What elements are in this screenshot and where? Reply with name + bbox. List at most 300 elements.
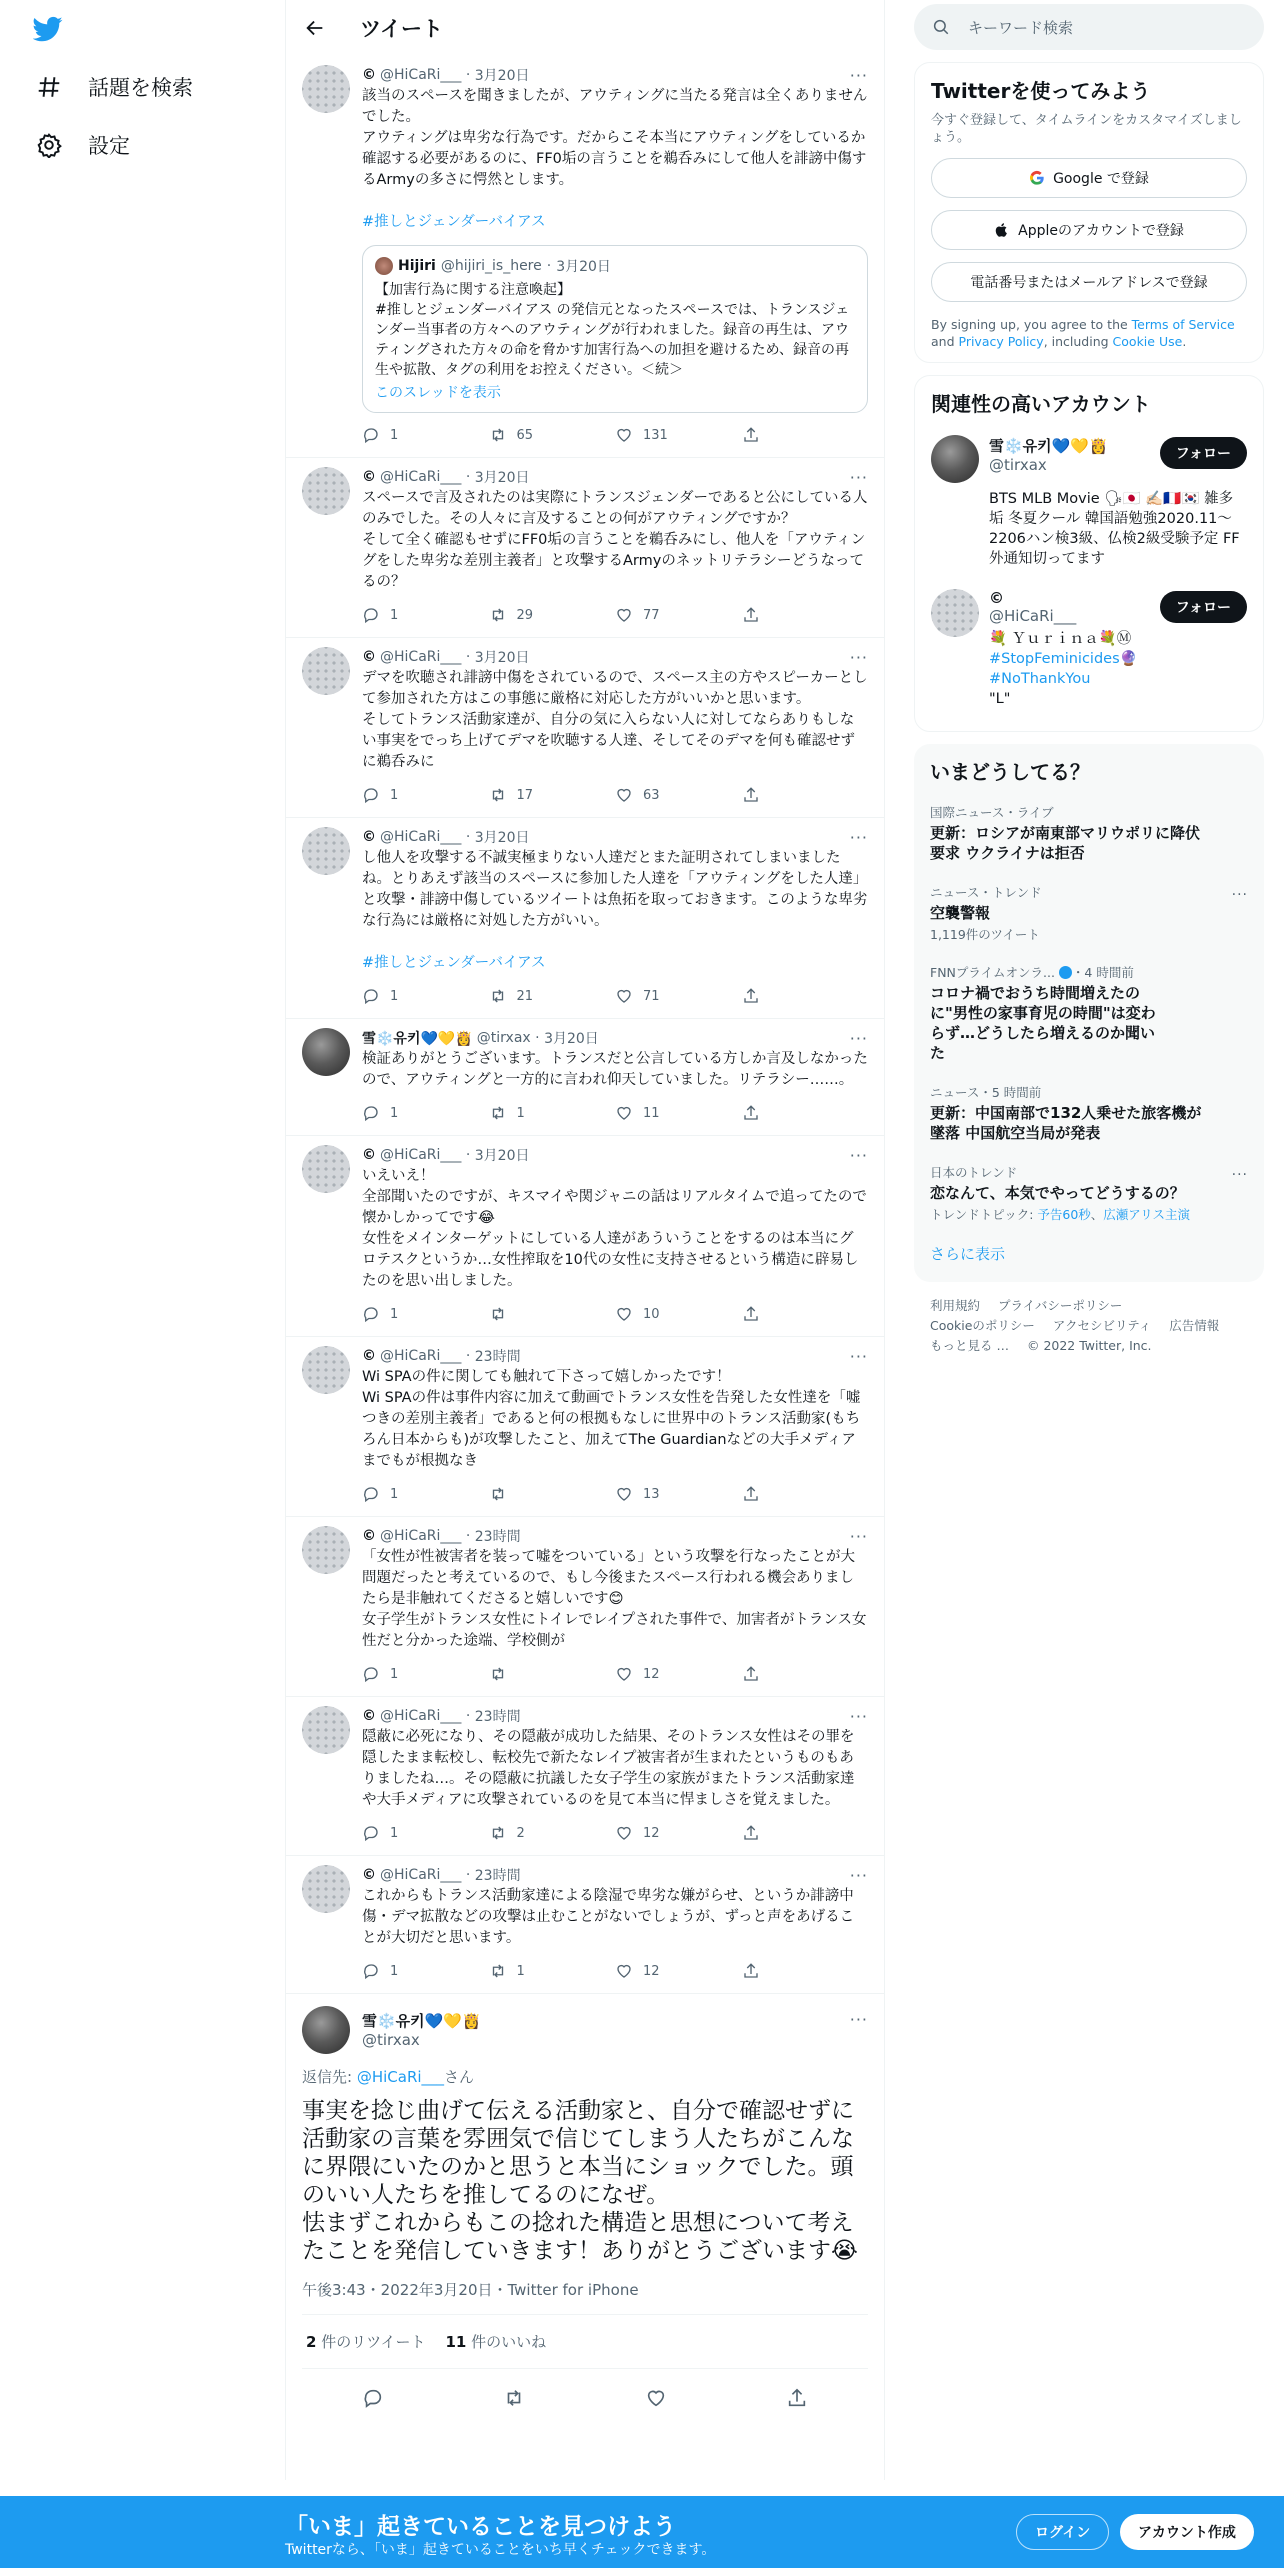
- thread-tweet[interactable]: [286, 1517, 884, 1697]
- thread-tweet[interactable]: [286, 56, 884, 458]
- more-options-icon[interactable]: ···: [849, 1146, 868, 1165]
- trend-category: FNNプライムオンラ... ・4 時間前: [930, 965, 1134, 980]
- tweet-text: 隠蔽に必死になり、その隠蔽が成功した結果、そのトランス女性はその罪を隠したまま転校し、転校先で新たなレイプ被害者が生まれたというものもありましたね…。その隠蔽に抗議した女子学生の家族がまたトランス活動家達や大手メディアに攻撃されているのを見て本当に悍ましさを覚えました。: [362, 1729, 855, 1808]
- left-navigation: [0, 0, 285, 2568]
- show-thread-link[interactable]: このスレッドを表示: [375, 385, 501, 401]
- signup-title: Twitterを使ってみよう: [931, 79, 1151, 103]
- share-button[interactable]: [742, 606, 869, 624]
- reply-button[interactable]: [362, 1305, 489, 1323]
- tweet-text: 事実を捻じ曲げて伝える活動家と、自分で確認せずに活動家の言葉を雰囲気で信じてしまう人たちがこんなに界隈にいたのかと思うと本当にショックでした。頭のいい人たちを推してるのになぜ。 怯まずこれからもこの捻れた構造と思想について考えたことを発信していきます！ありがとうございます😭: [302, 2098, 858, 2264]
- verified-badge-icon: [1059, 966, 1072, 979]
- avatar[interactable]: [302, 1145, 350, 1193]
- like-icon: [615, 1962, 633, 1980]
- avatar[interactable]: [302, 1526, 350, 1574]
- retweet-icon: [489, 1665, 507, 1683]
- footer-links: [914, 1296, 1264, 1356]
- like-icon: [615, 1665, 633, 1683]
- like-count: 13: [643, 1486, 660, 1502]
- share-icon: [742, 606, 760, 624]
- more-options-icon[interactable]: ···: [849, 1527, 868, 1546]
- retweet-button[interactable]: [489, 987, 616, 1005]
- tweet-time[interactable]: 3月20日: [544, 1031, 599, 1047]
- tweet-header: [362, 1865, 868, 1885]
- tweet-time[interactable]: 23時間: [474, 1709, 521, 1725]
- tweet-time[interactable]: 3月20日: [474, 470, 530, 486]
- cookie-use-link[interactable]: Cookie Use: [1112, 334, 1183, 349]
- retweet-icon: [489, 606, 507, 624]
- reply-button[interactable]: [362, 1104, 489, 1122]
- reply-icon: [362, 1104, 380, 1122]
- like-icon: [615, 987, 633, 1005]
- retweet-button[interactable]: [489, 1305, 616, 1323]
- reply-button[interactable]: [362, 1665, 489, 1683]
- reply-icon: [362, 1962, 380, 1980]
- account-bio-row: [931, 485, 1247, 579]
- login-button[interactable]: ログイン: [1016, 2514, 1109, 2550]
- author-handle[interactable]: @HiCaRi___: [380, 1528, 462, 1544]
- like-count[interactable]: 11 件のいいね: [445, 2333, 547, 2351]
- login-banner: [0, 2496, 1284, 2568]
- separator-dot: ·: [461, 649, 475, 665]
- like-button[interactable]: [615, 426, 742, 444]
- footer-link[interactable]: もっと見る …: [930, 1338, 1009, 1353]
- reply-button[interactable]: [362, 1962, 489, 1980]
- like-icon: [615, 606, 633, 624]
- more-options-icon[interactable]: ···: [849, 468, 868, 487]
- avatar[interactable]: [302, 827, 350, 875]
- apple-signup-label: Appleのアカウントで登録: [1018, 223, 1184, 239]
- reply-count: 1: [390, 1666, 399, 1682]
- like-count: 12: [643, 1666, 660, 1682]
- reply-button[interactable]: [362, 786, 489, 804]
- separator-dot: ·: [461, 1867, 475, 1883]
- author-handle[interactable]: @HiCaRi___: [380, 1867, 462, 1883]
- footer-link[interactable]: 利用規約: [930, 1298, 981, 1313]
- signup-terms: [931, 316, 1247, 350]
- footer-link[interactable]: Cookieのポリシー: [930, 1318, 1035, 1333]
- reply-count: 1: [390, 988, 399, 1004]
- nav-settings-label: 設定: [88, 134, 130, 158]
- author-name[interactable]: ©: [362, 1708, 376, 1724]
- google-signup-button[interactable]: [931, 158, 1247, 198]
- google-signup-label: Google で登録: [1053, 171, 1149, 187]
- author-handle[interactable]: @HiCaRi___: [380, 1348, 462, 1364]
- author-name[interactable]: ©: [362, 1867, 376, 1883]
- reply-button[interactable]: [362, 987, 489, 1005]
- related-account[interactable]: [931, 425, 1247, 493]
- banner-headline: 「いま」起きていることを見つけよう: [285, 2514, 676, 2540]
- like-count: 131: [643, 427, 668, 443]
- show-more-link[interactable]: さらに表示: [930, 1245, 1006, 1263]
- reply-icon: [362, 1665, 380, 1683]
- hashtag-link[interactable]: #StopFeminicides: [989, 651, 1120, 667]
- author-name[interactable]: 雪❄️유키💙💛👸: [362, 1031, 473, 1047]
- like-button[interactable]: [615, 606, 742, 624]
- more-options-icon[interactable]: ···: [1231, 1167, 1248, 1183]
- account-handle: @HiCaRi___: [989, 607, 1077, 625]
- author-handle[interactable]: @HiCaRi___: [380, 469, 462, 485]
- author-handle[interactable]: @HiCaRi___: [380, 1708, 462, 1724]
- author-name[interactable]: ©: [362, 1528, 376, 1544]
- banner-subtext: Twitterなら、「いま」起きていることをいち早くチェックできます。: [285, 2542, 716, 2558]
- retweet-count: 29: [516, 607, 534, 623]
- author-name[interactable]: ©: [362, 649, 376, 665]
- tweet-header: [362, 65, 868, 85]
- hashtag-link[interactable]: #NoThankYou: [989, 671, 1091, 687]
- more-options-icon[interactable]: ···: [849, 2010, 868, 2029]
- quote-text: 【加害行為に関する注意喚起】 #推しとジェンダーバイアス の発信元となったスペースでは、トランスジェンダー当事者の方々へのアウティングが行われました。録音の再生は、アウティングされた方々の命を脅かす加害行為への加担を避けるため、録音の再生や拡散、タグの利用をお控えください。＜続＞: [375, 282, 850, 378]
- like-count: 11: [643, 1105, 660, 1121]
- separator-dot: ·: [461, 1708, 475, 1724]
- reply-icon: [362, 1824, 380, 1842]
- tweet-time[interactable]: 3月20日: [474, 68, 530, 84]
- trend-item[interactable]: [930, 1153, 1248, 1233]
- account-name: ©: [989, 589, 1004, 607]
- tweet-header: [362, 647, 868, 667]
- author-handle[interactable]: @HiCaRi___: [380, 1147, 462, 1163]
- trend-text: 更新：ロシアが南東部マリウポリに降伏要求 ウクライナは拒否: [930, 824, 1201, 862]
- separator-dot: ·: [461, 1147, 475, 1163]
- tweet-time[interactable]: 3月20日: [474, 650, 530, 666]
- share-icon: [742, 1305, 760, 1323]
- like-icon: [615, 1485, 633, 1503]
- retweet-count: 1: [516, 1105, 525, 1121]
- separator-dot: ·: [546, 258, 552, 274]
- retweet-button[interactable]: [489, 1104, 616, 1122]
- like-button[interactable]: [615, 1824, 742, 1842]
- reply-to-link[interactable]: @HiCaRi___: [356, 2068, 445, 2086]
- hashtag-link[interactable]: #推しとジェンダーバイアス: [362, 955, 546, 971]
- trend-category: 日本のトレンド: [930, 1165, 1018, 1180]
- like-button[interactable]: [615, 1485, 742, 1503]
- nav-explore[interactable]: [36, 67, 193, 107]
- author-name: 雪❄️유키💙💛👸: [362, 2012, 481, 2030]
- tweet-time[interactable]: 23時間: [474, 1349, 521, 1365]
- trend-item[interactable]: [930, 873, 1248, 953]
- retweet-button[interactable]: [489, 1485, 616, 1503]
- thread-tweet[interactable]: [286, 458, 884, 638]
- reply-button[interactable]: [362, 606, 489, 624]
- reply-icon[interactable]: [362, 2387, 384, 2409]
- more-options-icon[interactable]: ···: [849, 1707, 868, 1726]
- reply-button[interactable]: [362, 1824, 489, 1842]
- retweet-count: 17: [516, 787, 534, 803]
- like-button[interactable]: [615, 1104, 742, 1122]
- privacy-policy-link[interactable]: Privacy Policy: [958, 334, 1044, 349]
- retweet-count[interactable]: 2 件のリツイート: [306, 2333, 426, 2351]
- trend-category: 国際ニュース・ライブ: [930, 805, 1054, 820]
- terms-of-service-link[interactable]: Terms of Service: [1131, 317, 1235, 332]
- retweet-button[interactable]: [489, 426, 616, 444]
- nav-explore-label: 話題を検索: [88, 76, 193, 100]
- share-icon: [742, 786, 760, 804]
- search-box[interactable]: [914, 4, 1264, 50]
- phone-email-signup-label: 電話番号またはメールアドレスで登録: [970, 275, 1208, 291]
- author-name[interactable]: ©: [362, 67, 376, 83]
- like-button[interactable]: [615, 987, 742, 1005]
- avatar: [375, 257, 393, 275]
- follow-button[interactable]: フォロー: [1160, 591, 1247, 623]
- like-count: 63: [643, 787, 660, 803]
- reply-icon: [362, 987, 380, 1005]
- trend-topics: トレンドトピック: 予告60秒、広瀬アリス主演: [930, 1207, 1191, 1222]
- phone-email-signup-button[interactable]: [931, 262, 1247, 302]
- quote-header: [375, 256, 855, 276]
- avatar[interactable]: [302, 1706, 350, 1754]
- avatar[interactable]: [302, 1346, 350, 1394]
- tweet-time[interactable]: 3月20日: [474, 1148, 530, 1164]
- more-options-icon[interactable]: ···: [849, 66, 868, 85]
- more-options-icon[interactable]: ···: [1231, 887, 1248, 903]
- like-icon: [615, 426, 633, 444]
- thread-tweet[interactable]: [286, 1697, 884, 1856]
- thread-tweet[interactable]: [286, 1856, 884, 1994]
- thread-tweet[interactable]: [286, 1019, 884, 1136]
- like-icon: [615, 1104, 633, 1122]
- trend-topic-link[interactable]: 予告60秒: [1037, 1207, 1091, 1222]
- footer-link[interactable]: 広告情報: [1169, 1318, 1220, 1333]
- signup-panel: [914, 62, 1264, 363]
- trend-item[interactable]: [930, 793, 1248, 873]
- reply-button[interactable]: [362, 426, 489, 444]
- avatar[interactable]: [302, 2006, 350, 2054]
- retweet-button[interactable]: [489, 786, 616, 804]
- author-handle[interactable]: @HiCaRi___: [380, 649, 462, 665]
- retweet-count: 65: [516, 427, 534, 443]
- avatar[interactable]: [302, 1865, 350, 1913]
- tweet-text: し他人を攻撃する不誠実極まりない人達だとまた証明されてしまいましたね。とりあえず該当のスペースに参加した人達を「アウティングをした人達」と攻撃・誹謗中傷しているツイートは魚拓を取っておきます。このような卑劣な行為には厳格に対処した方がいい。: [362, 850, 868, 929]
- google-icon: [1029, 170, 1045, 186]
- share-button[interactable]: [742, 786, 869, 804]
- twitter-logo-icon[interactable]: [33, 14, 63, 44]
- author-handle[interactable]: @tirxax: [476, 1030, 531, 1046]
- retweet-button[interactable]: [489, 1962, 616, 1980]
- share-icon: [742, 1485, 760, 1503]
- author-name[interactable]: ©: [362, 1348, 376, 1364]
- footer-link[interactable]: アクセシビリティ: [1052, 1318, 1152, 1333]
- trends-panel: [914, 744, 1264, 1282]
- author-handle[interactable]: @HiCaRi___: [380, 67, 462, 83]
- right-sidebar: [914, 0, 1264, 1356]
- retweet-icon: [489, 786, 507, 804]
- retweet-button[interactable]: [489, 1665, 616, 1683]
- related-title: 関連性の高いアカウント: [931, 392, 1151, 416]
- related-account[interactable]: [931, 579, 1247, 719]
- page-title: ツイート: [360, 17, 443, 41]
- create-account-button[interactable]: アカウント作成: [1120, 2514, 1254, 2550]
- back-arrow-icon[interactable]: [304, 17, 326, 39]
- account-name: 雪❄️유키💙💛👸: [989, 437, 1108, 455]
- tweet-text: 検証ありがとうございます。トランスだと公言している方しか言及しなかったので、アウティングと一方的に言われ仰天していました。リテラシー……。: [362, 1051, 868, 1088]
- more-options-icon[interactable]: ···: [849, 1866, 868, 1885]
- tweet-header: [362, 1145, 868, 1165]
- separator-dot: ·: [461, 1348, 475, 1364]
- quoted-tweet[interactable]: [362, 245, 868, 413]
- retweet-icon: [489, 987, 507, 1005]
- more-options-icon[interactable]: ···: [849, 828, 868, 847]
- share-icon: [742, 1962, 760, 1980]
- retweet-icon: [489, 1962, 507, 1980]
- tweet-actions: [362, 974, 868, 1018]
- author-name[interactable]: ©: [362, 829, 376, 845]
- tweet-time[interactable]: 23時間: [474, 1529, 521, 1545]
- tweet-header: [362, 1028, 868, 1048]
- apple-signup-button[interactable]: [931, 210, 1247, 250]
- tweet-header: [362, 827, 868, 847]
- author-handle[interactable]: @HiCaRi___: [380, 829, 462, 845]
- avatar[interactable]: [302, 467, 350, 515]
- tweet-header: [362, 1346, 868, 1366]
- avatar[interactable]: [931, 589, 979, 637]
- retweet-icon: [489, 426, 507, 444]
- separator-dot: ·: [461, 67, 475, 83]
- like-count: 12: [643, 1963, 660, 1979]
- terms-text: , including: [1043, 334, 1113, 349]
- like-count: 71: [643, 988, 660, 1004]
- account-handle: @tirxax: [989, 456, 1047, 474]
- author-handle: @tirxax: [362, 2031, 420, 2049]
- tweet-actions: [362, 413, 868, 457]
- thread-tweet[interactable]: [286, 1136, 884, 1337]
- separator-dot: ·: [461, 829, 475, 845]
- more-options-icon[interactable]: ···: [849, 648, 868, 667]
- retweet-icon: [489, 1824, 507, 1842]
- terms-text: By signing up, you agree to the: [931, 317, 1132, 332]
- separator-dot: ·: [461, 1528, 475, 1544]
- search-input[interactable]: キーワード検索: [968, 18, 1074, 37]
- tweet-author[interactable]: [302, 2006, 868, 2054]
- account-bio: BTS MLB Movie 🗣🇯🇵 ✍🏻🇫🇷🇰🇷 雑多垢 冬夏クール 韓国語勉強2020.11〜2206ハン検3級、仏検2級受験予定 FF外通知切ってます: [989, 491, 1240, 567]
- trend-source: FNNプライムオンラ...: [930, 965, 1055, 980]
- tweet-header: [362, 1526, 868, 1546]
- tweet-actions: [362, 1472, 868, 1516]
- avatar[interactable]: [302, 647, 350, 695]
- retweet-button[interactable]: [489, 1824, 616, 1842]
- hashtag-icon: [36, 74, 62, 100]
- share-icon: [742, 1104, 760, 1122]
- avatar[interactable]: [302, 1028, 350, 1076]
- header: [286, 0, 884, 56]
- reply-count: 1: [390, 1105, 399, 1121]
- reply-icon: [362, 786, 380, 804]
- terms-text: and: [931, 334, 959, 349]
- like-count: 10: [643, 1306, 660, 1322]
- trend-text: コロナ禍でおうち時間増えたのに"男性の家事育児の時間"は変わらず…どうしたら増えるのか聞いた: [930, 984, 1156, 1062]
- tweet-text: いえいえ！ 全部聞いたのですが、キスマイや関ジャニの話はリアルタイムで追ってたので懐かしかってです😂 女性をメインターゲットにしている人達があういうことをするのは本当にグロテスクというか…女性搾取を10代の女性に支持させるという構造に辟易したのを思い出しました。: [362, 1168, 867, 1289]
- avatar[interactable]: [302, 65, 350, 113]
- tweet-time[interactable]: 3月20日: [474, 830, 530, 846]
- tweet-actions: [362, 593, 868, 637]
- trend-category: ニュース・トレンド: [930, 885, 1042, 900]
- tweet-actions: [302, 2369, 868, 2427]
- share-button[interactable]: [742, 1665, 869, 1683]
- trend-text: 恋なんて、本気でやってどうするの？: [930, 1184, 1185, 1202]
- share-button[interactable]: [742, 1962, 869, 1980]
- author-name[interactable]: ©: [362, 469, 376, 485]
- trends-title: いまどうしてる？: [930, 760, 1090, 784]
- share-button[interactable]: [742, 987, 869, 1005]
- tweet-actions: [362, 1811, 868, 1855]
- share-button[interactable]: [742, 426, 869, 444]
- like-count: 77: [643, 607, 660, 623]
- tweet-actions: [362, 1652, 868, 1696]
- related-accounts-panel: [914, 375, 1264, 732]
- tweet-text: Wi SPAの件に関しても触れて下さって嬉しかったです！ Wi SPAの件は事件内容に加えて動画でトランス女性を告発した女性達を「嘘つきの差別主義者」であると何の根拠もなしに世界中のトランス活動家(もちろん日本からも)が攻撃したこと、加えてThe Guardianなどの大手メディアまでもが根拠なき: [362, 1369, 861, 1469]
- trend-item[interactable]: [930, 1073, 1248, 1153]
- tweet-actions: [362, 1292, 868, 1336]
- quote-author-handle: @hijiri_is_here: [440, 258, 542, 274]
- reply-count: 1: [390, 787, 399, 803]
- tweet-stats: [302, 2315, 868, 2369]
- hashtag-link[interactable]: #推しとジェンダーバイアス: [362, 214, 546, 230]
- thread-tweet[interactable]: [286, 818, 884, 1019]
- reply-suffix: さん: [444, 2068, 475, 2086]
- more-options-icon[interactable]: ···: [849, 1347, 868, 1366]
- like-button[interactable]: [615, 786, 742, 804]
- share-icon: [742, 426, 760, 444]
- tweet-text: これからもトランス活動家達による陰湿で卑劣な嫌がらせ、というか誹謗中傷・デマ拡散などの攻撃は止むことがないでしょうが、ずっと声をあげることが大切だと思います。: [362, 1888, 855, 1946]
- nav-settings[interactable]: [36, 125, 130, 165]
- avatar[interactable]: [931, 435, 979, 483]
- follow-button[interactable]: フォロー: [1160, 437, 1247, 469]
- reply-icon: [362, 1305, 380, 1323]
- like-button[interactable]: [615, 1962, 742, 1980]
- reply-count: 1: [390, 1306, 399, 1322]
- like-icon[interactable]: [645, 2387, 667, 2409]
- search-icon: [932, 18, 950, 36]
- thread-tweet[interactable]: [286, 1337, 884, 1517]
- retweet-count: 2: [516, 1825, 525, 1841]
- trend-topic-link[interactable]: 広瀬アリス主演: [1103, 1207, 1191, 1222]
- reply-icon: [362, 1485, 380, 1503]
- reply-count: 1: [390, 1825, 399, 1841]
- retweet-button[interactable]: [489, 606, 616, 624]
- author-name[interactable]: ©: [362, 1147, 376, 1163]
- like-count: 12: [643, 1825, 660, 1841]
- share-button[interactable]: [742, 1305, 869, 1323]
- retweet-count: 1: [516, 1963, 525, 1979]
- tweet-text: スペースで言及されたのは実際にトランスジェンダーであると公にしている人のみでした。その人々に言及することの何がアウティングですか？ そして全く確認もせずにFF0垢の言うことを鵜呑みにし、他人を「アウティングをした卑劣な差別主義者」と攻撃するArmyのネットリテラシーどうなってるの？: [362, 490, 868, 590]
- share-button[interactable]: [742, 1824, 869, 1842]
- tweet-header: [362, 1706, 868, 1726]
- share-icon: [742, 1665, 760, 1683]
- tweet-timestamp[interactable]: 午後3:43・2022年3月20日・Twitter for iPhone: [302, 2279, 868, 2315]
- terms-text: .: [1182, 334, 1187, 349]
- reply-prefix: 返信先:: [302, 2068, 357, 2086]
- tweet-time[interactable]: 23時間: [474, 1868, 521, 1884]
- signup-subtitle: 今すぐ登録して、タイムラインをカスタマイズしましょう。: [931, 113, 1242, 145]
- share-button[interactable]: [742, 1485, 869, 1503]
- share-icon[interactable]: [786, 2387, 808, 2409]
- more-options-icon[interactable]: ···: [849, 1029, 868, 1048]
- share-icon: [742, 987, 760, 1005]
- reply-button[interactable]: [362, 1485, 489, 1503]
- copyright: © 2022 Twitter, Inc.: [1026, 1338, 1152, 1353]
- reply-icon: [362, 606, 380, 624]
- gear-icon: [36, 132, 62, 158]
- share-button[interactable]: [742, 1104, 869, 1122]
- apple-icon: [994, 222, 1010, 238]
- footer-link[interactable]: プライバシーポリシー: [998, 1298, 1123, 1313]
- quote-time: 3月20日: [556, 259, 611, 275]
- retweet-icon[interactable]: [503, 2387, 525, 2409]
- like-icon: [615, 786, 633, 804]
- separator-dot: ·: [530, 1030, 545, 1046]
- like-button[interactable]: [615, 1305, 742, 1323]
- trend-item[interactable]: [930, 953, 1248, 1073]
- thread-tweet[interactable]: [286, 638, 884, 818]
- like-button[interactable]: [615, 1665, 742, 1683]
